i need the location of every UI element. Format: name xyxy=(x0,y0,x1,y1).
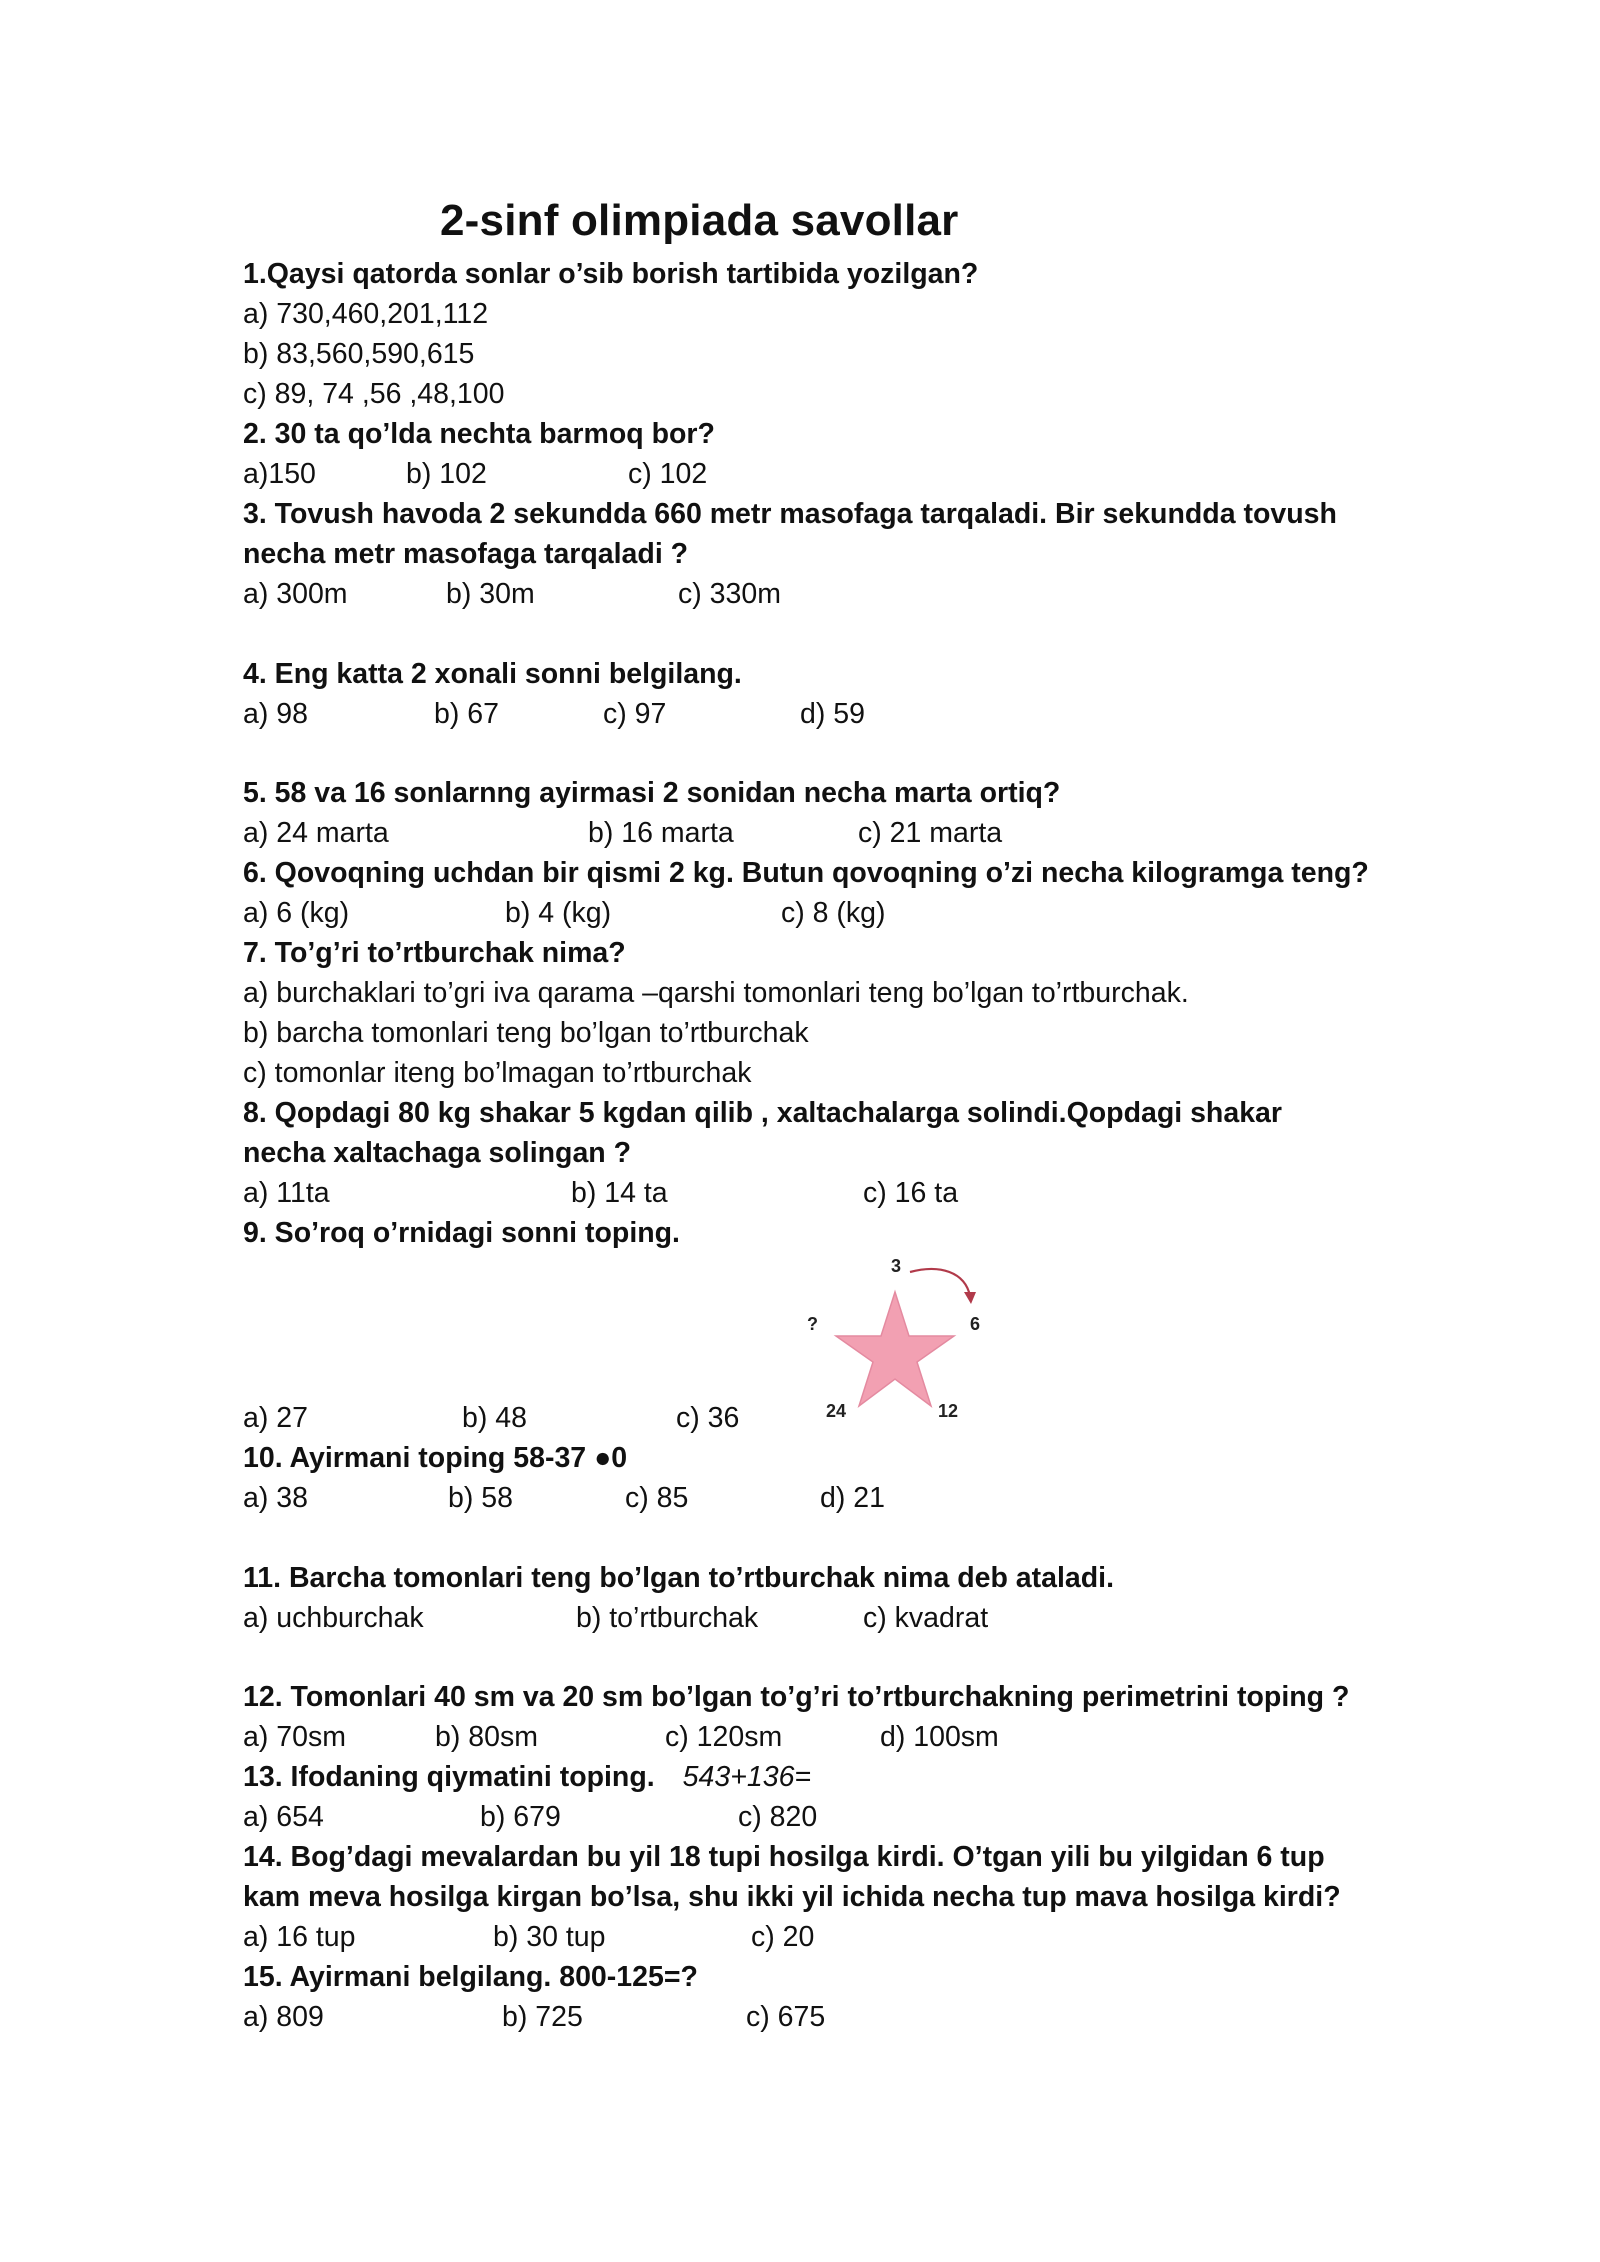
star-label-bottom-left: 24 xyxy=(826,1401,847,1421)
arrow-head xyxy=(964,1292,976,1304)
question-8-line-1: 8. Qopdagi 80 kg shakar 5 kgdan qilib , xaltachalarga solindi.Qopdagi shakar xyxy=(243,1097,1282,1129)
q1-option-c: c) 89, 74 ,56 ,48,100 xyxy=(243,378,505,410)
question-11: 11. Barcha tomonlari teng bo’lgan to’rtburchak nima deb ataladi. xyxy=(243,1562,1115,1594)
q12-option-b: b) 80sm xyxy=(435,1721,538,1753)
question-14-line-1: 14. Bog’dagi mevalardan bu yil 18 tupi hosilga kirdi. O’tgan yili bu yilgidan 6 tup xyxy=(243,1841,1325,1873)
q4-option-a: a) 98 xyxy=(243,698,308,730)
star-label-top: 3 xyxy=(891,1256,902,1276)
q11-option-a: a) uchburchak xyxy=(243,1602,424,1634)
question-13 xyxy=(243,1757,811,1797)
q15-option-a: a) 809 xyxy=(243,2001,324,2033)
q8-option-c: c) 16 ta xyxy=(863,1177,959,1209)
q13-option-a: a) 654 xyxy=(243,1801,324,1833)
q12-option-c: c) 120sm xyxy=(665,1721,783,1753)
q4-option-d: d) 59 xyxy=(800,698,865,730)
q12-option-a: a) 70sm xyxy=(243,1721,346,1753)
q12-option-d: d) 100sm xyxy=(880,1721,999,1753)
q9-option-b: b) 48 xyxy=(462,1402,527,1434)
q7-option-b: b) barcha tomonlari teng bo’lgan to’rtburchak xyxy=(243,1017,809,1049)
question-9: 9. So’roq o’rnidagi sonni toping. xyxy=(243,1217,680,1249)
q14-option-a: a) 16 tup xyxy=(243,1921,356,1953)
q8-option-b: b) 14 ta xyxy=(571,1177,668,1209)
question-7: 7. To’g’ri to’rtburchak nima? xyxy=(243,937,626,969)
q14-option-b: b) 30 tup xyxy=(493,1921,606,1953)
arrow-curve xyxy=(910,1269,970,1296)
q5-option-c: c) 21 marta xyxy=(858,817,1003,849)
question-13-expression: 543+136= xyxy=(682,1761,812,1793)
q2-option-b: b) 102 xyxy=(406,458,487,490)
q11-option-c: c) kvadrat xyxy=(863,1602,989,1634)
q10-option-b: b) 58 xyxy=(448,1482,513,1514)
q3-option-a: a) 300m xyxy=(243,578,348,610)
document-title: 2-sinf olimpiada savollar xyxy=(440,196,959,245)
question-2: 2. 30 ta qo’lda nechta barmoq bor? xyxy=(243,418,715,450)
q2-option-a: a)150 xyxy=(243,458,316,490)
q8-option-a: a) 11ta xyxy=(243,1177,330,1209)
star-figure xyxy=(790,1250,1030,1440)
q6-option-c: c) 8 (kg) xyxy=(781,897,886,929)
q15-option-c: c) 675 xyxy=(746,2001,826,2033)
question-10: 10. Ayirmani toping 58-37 ●0 xyxy=(243,1442,628,1474)
q7-option-c: c) tomonlar iteng bo’lmagan to’rtburchak xyxy=(243,1057,752,1089)
star-label-bottom-right: 12 xyxy=(938,1401,959,1421)
question-12: 12. Tomonlari 40 sm va 20 sm bo’lgan to’g’ri to’rtburchakning perimetrini toping ? xyxy=(243,1681,1350,1713)
star-shape xyxy=(836,1292,954,1406)
question-15: 15. Ayirmani belgilang. 800-125=? xyxy=(243,1961,698,1993)
q14-option-c: c) 20 xyxy=(751,1921,815,1953)
q11-option-b: b) to’rtburchak xyxy=(576,1602,759,1634)
question-4: 4. Eng katta 2 xonali sonni belgilang. xyxy=(243,658,742,690)
q1-option-a: a) 730,460,201,112 xyxy=(243,298,489,330)
q1-option-b: b) 83,560,590,615 xyxy=(243,338,475,370)
question-1: 1.Qaysi qatorda sonlar o’sib borish tartibida yozilgan? xyxy=(243,258,979,290)
question-8-line-2: necha xaltachaga solingan ? xyxy=(243,1137,632,1169)
question-6: 6. Qovoqning uchdan bir qismi 2 kg. Butun qovoqning o’zi necha kilogramga teng? xyxy=(243,857,1369,889)
q9-option-a: a) 27 xyxy=(243,1402,308,1434)
question-13-text: 13. Ifodaning qiymatini toping. xyxy=(243,1761,655,1793)
question-3-line-1: 3. Tovush havoda 2 sekundda 660 metr masofaga tarqaladi. Bir sekundda tovush xyxy=(243,498,1337,530)
q15-option-b: b) 725 xyxy=(502,2001,583,2033)
star-label-left: ? xyxy=(807,1314,818,1334)
star-label-right: 6 xyxy=(970,1314,981,1334)
q7-option-a: a) burchaklari to’gri iva qarama –qarshi tomonlari teng bo’lgan to’rtburchak. xyxy=(243,977,1189,1009)
q10-option-d: d) 21 xyxy=(820,1482,885,1514)
q4-option-c: c) 97 xyxy=(603,698,667,730)
q3-option-c: c) 330m xyxy=(678,578,781,610)
q6-option-b: b) 4 (kg) xyxy=(505,897,612,929)
q13-option-b: b) 679 xyxy=(480,1801,561,1833)
q3-option-b: b) 30m xyxy=(446,578,535,610)
q5-option-b: b) 16 marta xyxy=(588,817,734,849)
q10-option-a: a) 38 xyxy=(243,1482,308,1514)
q2-option-c: c) 102 xyxy=(628,458,708,490)
question-3-line-2: necha metr masofaga tarqaladi ? xyxy=(243,538,689,570)
q6-option-a: a) 6 (kg) xyxy=(243,897,350,929)
q13-option-c: c) 820 xyxy=(738,1801,818,1833)
q10-option-c: c) 85 xyxy=(625,1482,689,1514)
q4-option-b: b) 67 xyxy=(434,698,499,730)
q9-option-c: c) 36 xyxy=(676,1402,740,1434)
question-5: 5. 58 va 16 sonlarnng ayirmasi 2 sonidan necha marta ortiq? xyxy=(243,777,1061,809)
question-14-line-2: kam meva hosilga kirgan bo’lsa, shu ikki yil ichida necha tup mava hosilga kirdi? xyxy=(243,1881,1341,1913)
q5-option-a: a) 24 marta xyxy=(243,817,389,849)
